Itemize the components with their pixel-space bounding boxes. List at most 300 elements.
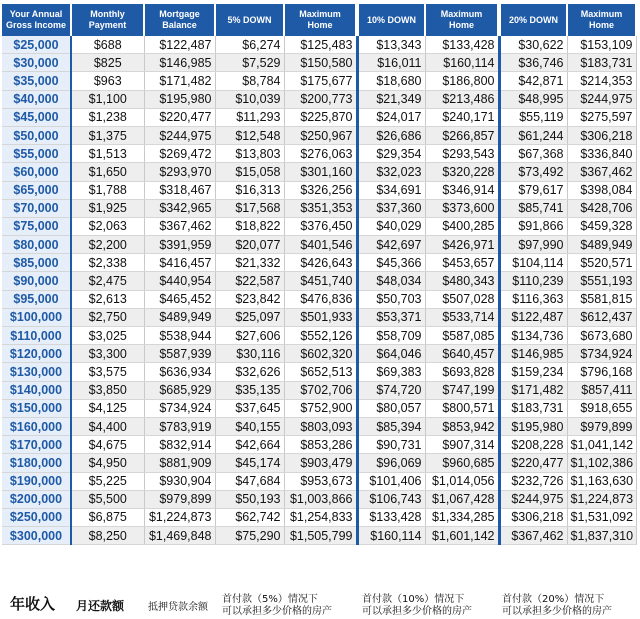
table-row (2, 236, 636, 254)
cell-income: $150,000 (2, 399, 71, 417)
cell-monthly-payment: $1,100 (71, 90, 144, 108)
cell-down-10: $45,366 (357, 254, 425, 272)
cell-income: $100,000 (2, 308, 71, 326)
cell-down-5: $12,548 (215, 126, 284, 144)
cell-down-10: $42,697 (357, 236, 425, 254)
cell-max-home-10: $853,942 (425, 417, 499, 435)
cell-max-home-5: $401,546 (284, 236, 357, 254)
cell-down-20: $48,995 (499, 90, 567, 108)
cell-monthly-payment: $1,925 (71, 199, 144, 217)
cell-mortgage-balance: $440,954 (144, 272, 215, 290)
cell-mortgage-balance: $293,970 (144, 163, 215, 181)
cell-max-home-20: $551,193 (567, 272, 636, 290)
cell-monthly-payment: $2,338 (71, 254, 144, 272)
cell-down-5: $17,568 (215, 199, 284, 217)
cell-income: $50,000 (2, 126, 71, 144)
cell-max-home-20: $214,353 (567, 72, 636, 90)
cell-max-home-10: $587,085 (425, 327, 499, 345)
header-annual-income: Your Annual Gross Income (2, 4, 71, 36)
cell-max-home-20: $1,041,142 (567, 436, 636, 454)
cell-mortgage-balance: $391,959 (144, 236, 215, 254)
cell-down-10: $40,029 (357, 217, 425, 235)
cell-down-10: $58,709 (357, 327, 425, 345)
cell-income: $85,000 (2, 254, 71, 272)
cell-down-5: $25,097 (215, 308, 284, 326)
cell-down-20: $195,980 (499, 417, 567, 435)
cell-income: $190,000 (2, 472, 71, 490)
cell-monthly-payment: $4,125 (71, 399, 144, 417)
caption-balance: 抵押贷款余额 (148, 602, 208, 613)
cell-max-home-5: $953,673 (284, 472, 357, 490)
cell-down-20: $85,741 (499, 199, 567, 217)
table-row (2, 254, 636, 272)
cell-max-home-10: $400,285 (425, 217, 499, 235)
cell-max-home-10: $426,971 (425, 236, 499, 254)
caption-5-down-line1: 首付款（5%）情况下 (222, 594, 318, 605)
header-max-home-20: Maximum Home (567, 4, 636, 36)
cell-mortgage-balance: $146,985 (144, 54, 215, 72)
cell-down-5: $21,332 (215, 254, 284, 272)
cell-max-home-20: $1,224,873 (567, 490, 636, 508)
cell-down-10: $85,394 (357, 417, 425, 435)
cell-max-home-10: $747,199 (425, 381, 499, 399)
caption-monthly: 月还款额 (76, 599, 125, 613)
cell-down-5: $32,626 (215, 363, 284, 381)
cell-income: $95,000 (2, 290, 71, 308)
cell-down-10: $64,046 (357, 345, 425, 363)
cell-income: $30,000 (2, 54, 71, 72)
cell-down-20: $73,492 (499, 163, 567, 181)
table-row (2, 399, 636, 417)
cell-monthly-payment: $1,375 (71, 126, 144, 144)
cell-mortgage-balance: $465,452 (144, 290, 215, 308)
cell-mortgage-balance: $195,980 (144, 90, 215, 108)
cell-max-home-20: $153,109 (567, 36, 636, 54)
cell-max-home-5: $326,256 (284, 181, 357, 199)
cell-monthly-payment: $3,300 (71, 345, 144, 363)
cell-mortgage-balance: $881,909 (144, 454, 215, 472)
cell-income: $75,000 (2, 217, 71, 235)
cell-monthly-payment: $3,575 (71, 363, 144, 381)
cell-down-5: $15,058 (215, 163, 284, 181)
cell-mortgage-balance: $489,949 (144, 308, 215, 326)
cell-max-home-10: $1,601,142 (425, 527, 499, 545)
caption-10-down-line2: 可以承担多少价格的房产 (362, 606, 472, 617)
cell-down-5: $10,039 (215, 90, 284, 108)
header-20-down: 20% DOWN (499, 4, 567, 36)
cell-monthly-payment: $4,950 (71, 454, 144, 472)
cell-down-20: $232,726 (499, 472, 567, 490)
cell-max-home-5: $803,093 (284, 417, 357, 435)
cell-mortgage-balance: $342,965 (144, 199, 215, 217)
cell-max-home-5: $1,254,833 (284, 508, 357, 526)
cell-max-home-5: $501,933 (284, 308, 357, 326)
cell-max-home-10: $693,828 (425, 363, 499, 381)
cell-down-20: $91,866 (499, 217, 567, 235)
cell-income: $160,000 (2, 417, 71, 435)
cell-monthly-payment: $2,475 (71, 272, 144, 290)
cell-monthly-payment: $963 (71, 72, 144, 90)
cell-max-home-10: $266,857 (425, 126, 499, 144)
table-row (2, 199, 636, 217)
cell-income: $200,000 (2, 490, 71, 508)
cell-down-10: $13,343 (357, 36, 425, 54)
cell-down-5: $13,803 (215, 145, 284, 163)
cell-mortgage-balance: $416,457 (144, 254, 215, 272)
cell-down-20: $36,746 (499, 54, 567, 72)
cell-monthly-payment: $3,025 (71, 327, 144, 345)
cell-max-home-20: $796,168 (567, 363, 636, 381)
table-row (2, 472, 636, 490)
cell-max-home-20: $398,084 (567, 181, 636, 199)
cell-income: $110,000 (2, 327, 71, 345)
cell-down-20: $104,114 (499, 254, 567, 272)
cell-mortgage-balance: $979,899 (144, 490, 215, 508)
cell-down-10: $29,354 (357, 145, 425, 163)
table-row (2, 290, 636, 308)
cell-down-10: $18,680 (357, 72, 425, 90)
caption-5-down-line2: 可以承担多少价格的房产 (222, 606, 332, 617)
cell-down-20: $97,990 (499, 236, 567, 254)
cell-max-home-20: $979,899 (567, 417, 636, 435)
cell-monthly-payment: $1,513 (71, 145, 144, 163)
cell-max-home-20: $367,462 (567, 163, 636, 181)
caption-10-down-line1: 首付款（10%）情况下 (362, 594, 465, 605)
cell-down-10: $16,011 (357, 54, 425, 72)
cell-max-home-10: $346,914 (425, 181, 499, 199)
cell-down-5: $18,822 (215, 217, 284, 235)
table-row (2, 327, 636, 345)
cell-max-home-5: $451,740 (284, 272, 357, 290)
cell-monthly-payment: $1,650 (71, 163, 144, 181)
cell-mortgage-balance: $930,904 (144, 472, 215, 490)
cell-max-home-10: $907,314 (425, 436, 499, 454)
cell-down-5: $75,290 (215, 527, 284, 545)
cell-max-home-5: $602,320 (284, 345, 357, 363)
cell-monthly-payment: $5,225 (71, 472, 144, 490)
cell-max-home-5: $225,870 (284, 108, 357, 126)
cell-max-home-10: $213,486 (425, 90, 499, 108)
cell-max-home-20: $673,680 (567, 327, 636, 345)
cell-max-home-20: $336,840 (567, 145, 636, 163)
cell-down-5: $16,313 (215, 181, 284, 199)
cell-max-home-20: $428,706 (567, 199, 636, 217)
cell-down-20: $55,119 (499, 108, 567, 126)
cell-mortgage-balance: $734,924 (144, 399, 215, 417)
cell-down-20: $208,228 (499, 436, 567, 454)
cell-max-home-10: $1,014,056 (425, 472, 499, 490)
affordability-table (2, 4, 637, 545)
cell-down-5: $6,274 (215, 36, 284, 54)
cell-monthly-payment: $8,250 (71, 527, 144, 545)
cell-max-home-5: $250,967 (284, 126, 357, 144)
cell-max-home-10: $640,457 (425, 345, 499, 363)
cell-income: $90,000 (2, 272, 71, 290)
cell-max-home-10: $480,343 (425, 272, 499, 290)
cell-max-home-10: $240,171 (425, 108, 499, 126)
cell-income: $300,000 (2, 527, 71, 545)
table-row (2, 54, 636, 72)
cell-income: $140,000 (2, 381, 71, 399)
table-row (2, 163, 636, 181)
cell-down-10: $34,691 (357, 181, 425, 199)
cell-down-20: $220,477 (499, 454, 567, 472)
table-row (2, 272, 636, 290)
cell-max-home-5: $301,160 (284, 163, 357, 181)
cell-mortgage-balance: $636,934 (144, 363, 215, 381)
cell-down-5: $27,606 (215, 327, 284, 345)
cell-down-10: $32,023 (357, 163, 425, 181)
table-row (2, 436, 636, 454)
cell-down-20: $30,622 (499, 36, 567, 54)
table-row (2, 126, 636, 144)
cell-down-10: $37,360 (357, 199, 425, 217)
cell-max-home-10: $1,334,285 (425, 508, 499, 526)
table-row (2, 308, 636, 326)
table-row (2, 72, 636, 90)
cell-down-10: $80,057 (357, 399, 425, 417)
cell-max-home-20: $306,218 (567, 126, 636, 144)
cell-monthly-payment: $688 (71, 36, 144, 54)
cell-mortgage-balance: $538,944 (144, 327, 215, 345)
cell-down-5: $30,116 (215, 345, 284, 363)
cell-max-home-5: $702,706 (284, 381, 357, 399)
cell-down-5: $8,784 (215, 72, 284, 90)
cell-max-home-5: $853,286 (284, 436, 357, 454)
cell-max-home-5: $752,900 (284, 399, 357, 417)
table-row (2, 345, 636, 363)
header-max-home-10: Maximum Home (425, 4, 499, 36)
cell-down-10: $106,743 (357, 490, 425, 508)
cell-income: $120,000 (2, 345, 71, 363)
cell-max-home-10: $373,600 (425, 199, 499, 217)
cell-max-home-5: $276,063 (284, 145, 357, 163)
cell-down-10: $133,428 (357, 508, 425, 526)
cell-down-10: $26,686 (357, 126, 425, 144)
cell-income: $170,000 (2, 436, 71, 454)
cell-mortgage-balance: $220,477 (144, 108, 215, 126)
cell-down-10: $48,034 (357, 272, 425, 290)
cell-max-home-10: $133,428 (425, 36, 499, 54)
caption-5-down (222, 594, 332, 618)
cell-down-20: $67,368 (499, 145, 567, 163)
cell-mortgage-balance: $1,224,873 (144, 508, 215, 526)
cell-monthly-payment: $3,850 (71, 381, 144, 399)
cell-down-20: $244,975 (499, 490, 567, 508)
cell-income: $80,000 (2, 236, 71, 254)
cell-down-20: $134,736 (499, 327, 567, 345)
cell-mortgage-balance: $269,472 (144, 145, 215, 163)
cell-monthly-payment: $4,400 (71, 417, 144, 435)
cell-down-5: $50,193 (215, 490, 284, 508)
cell-mortgage-balance: $1,469,848 (144, 527, 215, 545)
cell-max-home-5: $1,003,866 (284, 490, 357, 508)
cell-down-10: $160,114 (357, 527, 425, 545)
cell-down-20: $159,234 (499, 363, 567, 381)
cell-monthly-payment: $825 (71, 54, 144, 72)
cell-income: $60,000 (2, 163, 71, 181)
cell-max-home-20: $183,731 (567, 54, 636, 72)
cell-max-home-5: $125,483 (284, 36, 357, 54)
cell-income: $25,000 (2, 36, 71, 54)
cell-down-10: $24,017 (357, 108, 425, 126)
cell-income: $40,000 (2, 90, 71, 108)
cell-down-10: $50,703 (357, 290, 425, 308)
caption-income: 年收入 (10, 595, 56, 613)
cell-max-home-10: $320,228 (425, 163, 499, 181)
cell-max-home-20: $581,815 (567, 290, 636, 308)
cell-max-home-10: $293,543 (425, 145, 499, 163)
cell-max-home-10: $533,714 (425, 308, 499, 326)
cell-max-home-10: $186,800 (425, 72, 499, 90)
cell-max-home-5: $552,126 (284, 327, 357, 345)
cell-max-home-10: $960,685 (425, 454, 499, 472)
header-mortgage-balance: Mortgage Balance (144, 4, 215, 36)
table-row (2, 381, 636, 399)
cell-mortgage-balance: $685,929 (144, 381, 215, 399)
cell-down-5: $37,645 (215, 399, 284, 417)
header-10-down: 10% DOWN (357, 4, 425, 36)
cell-mortgage-balance: $783,919 (144, 417, 215, 435)
cell-mortgage-balance: $367,462 (144, 217, 215, 235)
cell-max-home-5: $652,513 (284, 363, 357, 381)
caption-20-down-line1: 首付款（20%）情况下 (502, 594, 605, 605)
cell-income: $55,000 (2, 145, 71, 163)
cell-down-20: $183,731 (499, 399, 567, 417)
cell-income: $45,000 (2, 108, 71, 126)
cell-max-home-5: $175,677 (284, 72, 357, 90)
cell-max-home-5: $426,643 (284, 254, 357, 272)
cell-down-20: $367,462 (499, 527, 567, 545)
cell-down-20: $42,871 (499, 72, 567, 90)
cell-down-5: $45,174 (215, 454, 284, 472)
cell-income: $250,000 (2, 508, 71, 526)
header-row (2, 4, 636, 36)
cell-down-20: $61,244 (499, 126, 567, 144)
cell-max-home-5: $150,580 (284, 54, 357, 72)
cell-down-20: $146,985 (499, 345, 567, 363)
cell-down-5: $35,135 (215, 381, 284, 399)
cell-max-home-10: $800,571 (425, 399, 499, 417)
table-row (2, 108, 636, 126)
cell-income: $130,000 (2, 363, 71, 381)
cell-down-20: $122,487 (499, 308, 567, 326)
cell-down-10: $74,720 (357, 381, 425, 399)
cell-max-home-20: $612,437 (567, 308, 636, 326)
cell-down-5: $20,077 (215, 236, 284, 254)
table-row (2, 454, 636, 472)
cell-down-10: $21,349 (357, 90, 425, 108)
cell-max-home-20: $918,655 (567, 399, 636, 417)
cell-income: $70,000 (2, 199, 71, 217)
cell-max-home-20: $1,837,310 (567, 527, 636, 545)
cell-down-5: $42,664 (215, 436, 284, 454)
cell-down-5: $11,293 (215, 108, 284, 126)
cell-monthly-payment: $2,063 (71, 217, 144, 235)
table-row (2, 417, 636, 435)
cell-monthly-payment: $1,788 (71, 181, 144, 199)
cell-down-5: $7,529 (215, 54, 284, 72)
cell-max-home-20: $1,102,386 (567, 454, 636, 472)
cell-max-home-20: $857,411 (567, 381, 636, 399)
table-row (2, 90, 636, 108)
cell-down-5: $62,742 (215, 508, 284, 526)
caption-20-down-line2: 可以承担多少价格的房产 (502, 606, 612, 617)
cell-max-home-10: $507,028 (425, 290, 499, 308)
cell-monthly-payment: $2,750 (71, 308, 144, 326)
cell-mortgage-balance: $122,487 (144, 36, 215, 54)
cell-monthly-payment: $2,613 (71, 290, 144, 308)
table-row (2, 527, 636, 545)
cell-down-20: $306,218 (499, 508, 567, 526)
cell-max-home-5: $200,773 (284, 90, 357, 108)
table-row (2, 145, 636, 163)
cell-down-10: $69,383 (357, 363, 425, 381)
cell-monthly-payment: $1,238 (71, 108, 144, 126)
caption-10-down (362, 594, 472, 618)
cell-max-home-20: $520,571 (567, 254, 636, 272)
cell-down-10: $101,406 (357, 472, 425, 490)
cell-max-home-20: $1,531,092 (567, 508, 636, 526)
cell-max-home-20: $459,328 (567, 217, 636, 235)
cell-max-home-10: $160,114 (425, 54, 499, 72)
cell-max-home-10: $1,067,428 (425, 490, 499, 508)
cell-max-home-20: $275,597 (567, 108, 636, 126)
header-5-down: 5% DOWN (215, 4, 284, 36)
cell-down-20: $116,363 (499, 290, 567, 308)
cell-max-home-20: $489,949 (567, 236, 636, 254)
cell-down-10: $53,371 (357, 308, 425, 326)
table-row (2, 36, 636, 54)
table-body (2, 36, 636, 545)
cell-max-home-20: $244,975 (567, 90, 636, 108)
cell-income: $35,000 (2, 72, 71, 90)
cell-monthly-payment: $2,200 (71, 236, 144, 254)
table-row (2, 217, 636, 235)
table-row (2, 363, 636, 381)
cell-income: $180,000 (2, 454, 71, 472)
cell-down-10: $96,069 (357, 454, 425, 472)
cell-down-5: $22,587 (215, 272, 284, 290)
table-row (2, 181, 636, 199)
chinese-captions (0, 594, 640, 619)
cell-down-20: $171,482 (499, 381, 567, 399)
cell-max-home-20: $1,163,630 (567, 472, 636, 490)
cell-down-5: $23,842 (215, 290, 284, 308)
cell-down-5: $47,684 (215, 472, 284, 490)
cell-monthly-payment: $4,675 (71, 436, 144, 454)
cell-monthly-payment: $5,500 (71, 490, 144, 508)
cell-max-home-20: $734,924 (567, 345, 636, 363)
cell-down-20: $79,617 (499, 181, 567, 199)
cell-down-5: $40,155 (215, 417, 284, 435)
header-max-home-5: Maximum Home (284, 4, 357, 36)
caption-20-down (502, 594, 612, 618)
cell-mortgage-balance: $171,482 (144, 72, 215, 90)
table-row (2, 508, 636, 526)
cell-income: $65,000 (2, 181, 71, 199)
cell-mortgage-balance: $318,467 (144, 181, 215, 199)
cell-max-home-5: $376,450 (284, 217, 357, 235)
header-monthly-payment: Monthly Payment (71, 4, 144, 36)
table-row (2, 490, 636, 508)
cell-max-home-5: $1,505,799 (284, 527, 357, 545)
cell-max-home-5: $351,353 (284, 199, 357, 217)
cell-mortgage-balance: $587,939 (144, 345, 215, 363)
cell-max-home-10: $453,657 (425, 254, 499, 272)
cell-max-home-5: $903,479 (284, 454, 357, 472)
cell-max-home-5: $476,836 (284, 290, 357, 308)
